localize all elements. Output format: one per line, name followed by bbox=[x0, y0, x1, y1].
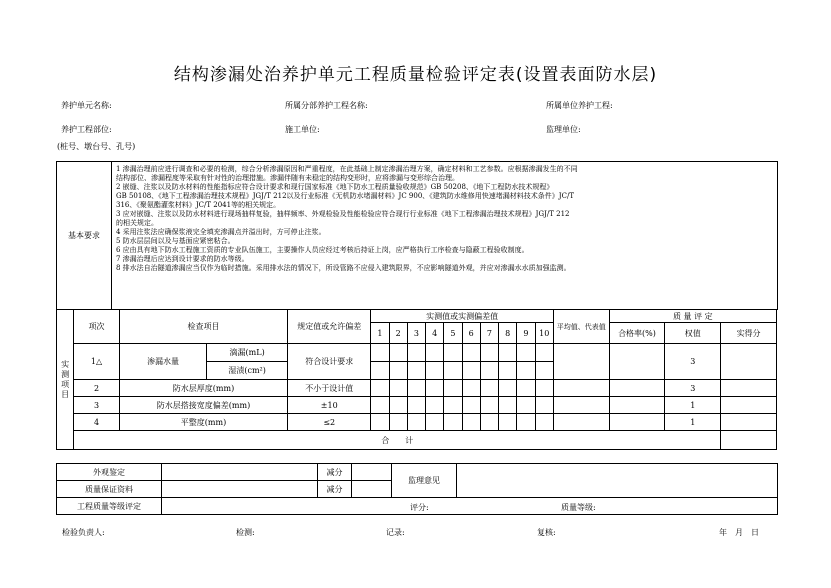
inspector-label: 检验负责人: bbox=[62, 528, 105, 537]
location-label: 养护工程部位: bbox=[61, 125, 112, 134]
cell[interactable] bbox=[407, 380, 425, 397]
col-item-no: 项次 bbox=[74, 310, 120, 344]
cell[interactable] bbox=[426, 414, 444, 431]
builder-label: 施工单位: bbox=[285, 125, 320, 134]
grade-value[interactable] bbox=[162, 498, 778, 515]
cell[interactable] bbox=[721, 431, 777, 450]
col-check-item: 检查项目 bbox=[119, 310, 287, 344]
row1-sub2: 湿渍(cm²) bbox=[207, 362, 288, 380]
col-pass-rate: 合格率(%) bbox=[609, 323, 665, 344]
cell[interactable] bbox=[407, 414, 425, 431]
cell[interactable] bbox=[407, 362, 425, 380]
total-label: 合 计 bbox=[74, 431, 721, 450]
req-line: 1 渗漏治理前应进行调查和必要的检测，综合分析渗漏原因和严重程度，在此基础上制定渗漏治理方案，确定材料和工艺参数。应根据渗漏发生的不同 bbox=[116, 165, 578, 173]
supervisor-opinion-value[interactable] bbox=[457, 464, 778, 498]
cell[interactable] bbox=[444, 414, 462, 431]
cell[interactable] bbox=[426, 344, 444, 362]
measure-col-1: 1 bbox=[371, 323, 389, 344]
measure-col-9: 9 bbox=[517, 323, 535, 344]
cell[interactable] bbox=[609, 344, 665, 380]
cell[interactable] bbox=[535, 362, 553, 380]
measure-table bbox=[56, 309, 777, 450]
cell[interactable] bbox=[517, 414, 535, 431]
score-label: 评分: bbox=[410, 503, 429, 512]
cell[interactable] bbox=[426, 380, 444, 397]
cell[interactable] bbox=[721, 414, 777, 431]
req-line: 3 应对嵌缝、注浆以及防水材料进行现场抽样复验，抽样频率、外观检验及性能检验应符合现行行业标准《地下工程渗漏治理技术规程》JGJ/T 212 bbox=[116, 210, 570, 218]
row4-weight: 1 bbox=[665, 414, 721, 431]
cell[interactable] bbox=[499, 362, 517, 380]
cell[interactable] bbox=[407, 344, 425, 362]
cell[interactable] bbox=[444, 362, 462, 380]
cell[interactable] bbox=[371, 397, 389, 414]
row4-spec: ≤2 bbox=[288, 414, 371, 431]
tester-label: 检测: bbox=[236, 528, 255, 537]
requirements-table bbox=[56, 161, 778, 310]
cell[interactable] bbox=[462, 414, 480, 431]
cell[interactable] bbox=[517, 397, 535, 414]
measure-col-10: 10 bbox=[535, 323, 553, 344]
cell[interactable] bbox=[389, 362, 407, 380]
measure-col-6: 6 bbox=[462, 323, 480, 344]
reviewer-label: 复核: bbox=[537, 528, 556, 537]
req-line: GB 50108、《地下工程渗漏治理技术规程》JGJ/T 212以及行业标准《无机防水堵漏材料》JC 900、《建筑防水维修用快速堵漏材料技术条件》JC/T bbox=[116, 192, 574, 200]
quality-docs-deduct-value[interactable] bbox=[352, 481, 392, 498]
cell[interactable] bbox=[480, 362, 498, 380]
appearance-label: 外观鉴定 bbox=[57, 464, 162, 481]
row1-spec: 符合设计要求 bbox=[288, 344, 371, 380]
quality-grade-label: 质量等级: bbox=[561, 503, 596, 512]
requirements-label: 基本要求 bbox=[57, 162, 112, 310]
cell[interactable] bbox=[517, 344, 535, 362]
cell[interactable] bbox=[462, 380, 480, 397]
cell[interactable] bbox=[609, 397, 665, 414]
cell[interactable] bbox=[462, 362, 480, 380]
supervisor-label: 监理单位: bbox=[546, 125, 581, 134]
cell[interactable] bbox=[480, 380, 498, 397]
cell[interactable] bbox=[553, 397, 609, 414]
cell[interactable] bbox=[462, 344, 480, 362]
cell[interactable] bbox=[389, 397, 407, 414]
cell[interactable] bbox=[721, 380, 777, 397]
cell[interactable] bbox=[371, 414, 389, 431]
col-score: 实得分 bbox=[721, 323, 777, 344]
req-line: 4 采用注浆法应确保浆液完全填充渗漏点并溢出时，方可停止注浆。 bbox=[116, 228, 326, 236]
cell[interactable] bbox=[480, 397, 498, 414]
cell[interactable] bbox=[480, 344, 498, 362]
cell[interactable] bbox=[444, 380, 462, 397]
measure-col-8: 8 bbox=[499, 323, 517, 344]
req-line: 7 渗漏治理后应达到设计要求的防水等级。 bbox=[116, 255, 249, 263]
cell[interactable] bbox=[499, 414, 517, 431]
row4-no: 4 bbox=[74, 414, 120, 431]
cell[interactable] bbox=[609, 414, 665, 431]
cell[interactable] bbox=[517, 380, 535, 397]
measure-col-5: 5 bbox=[444, 323, 462, 344]
cell[interactable] bbox=[371, 344, 389, 362]
requirements-text bbox=[112, 162, 778, 310]
measure-col-3: 3 bbox=[407, 323, 425, 344]
cell[interactable] bbox=[535, 380, 553, 397]
cell[interactable] bbox=[609, 380, 665, 397]
cell[interactable] bbox=[426, 362, 444, 380]
deduct-label-2: 减分 bbox=[318, 481, 352, 498]
row1-weight: 3 bbox=[665, 344, 721, 380]
appearance-deduct-value[interactable] bbox=[352, 464, 392, 481]
quality-docs-value[interactable] bbox=[162, 481, 318, 498]
unit-name-label: 养护单元名称: bbox=[61, 101, 112, 110]
cell[interactable] bbox=[499, 380, 517, 397]
cell[interactable] bbox=[389, 414, 407, 431]
req-line: 5 防水层层间以及与基面应紧密粘合。 bbox=[116, 237, 235, 245]
col-eval: 质 量 评 定 bbox=[609, 310, 776, 323]
cell[interactable] bbox=[553, 380, 609, 397]
row3-spec: ±10 bbox=[288, 397, 371, 414]
col-spec: 规定值或允许偏差 bbox=[288, 310, 371, 344]
measure-col-7: 7 bbox=[480, 323, 498, 344]
page-title: 结构渗漏处治养护单元工程质量检验评定表(设置表面防水层) bbox=[173, 65, 658, 85]
cell[interactable] bbox=[371, 362, 389, 380]
row2-spec: 不小于设计值 bbox=[288, 380, 371, 397]
col-measured: 实测值或实测偏差值 bbox=[371, 310, 554, 323]
pile-note: (桩号、墩台号、孔号) bbox=[57, 142, 136, 151]
cell[interactable] bbox=[553, 344, 609, 380]
col-weight: 权值 bbox=[665, 323, 721, 344]
quality-docs-label: 质量保证资料 bbox=[57, 481, 162, 498]
grade-label: 工程质量等级评定 bbox=[57, 498, 162, 515]
req-line: 8 排水法自治隧道渗漏应当仅作为临时措施。采用排水法的情况下，所设管路不应侵入建筑限界，不应影响隧道外观，并应对渗漏水水质加强监测。 bbox=[116, 264, 571, 272]
side-label: 实测项目 bbox=[57, 310, 74, 450]
cell[interactable] bbox=[535, 414, 553, 431]
recorder-label: 记录: bbox=[386, 528, 405, 537]
date-label: 年 月 日 bbox=[719, 528, 759, 537]
cell[interactable] bbox=[499, 397, 517, 414]
cell[interactable] bbox=[389, 380, 407, 397]
cell[interactable] bbox=[517, 362, 535, 380]
cell[interactable] bbox=[535, 344, 553, 362]
req-line: 6 应由具有地下防水工程施工资质的专业队伍施工，主要操作人员应经过考核后持证上岗，应严格执行工序检查与隐蔽工程验收制度。 bbox=[116, 246, 529, 254]
measure-col-2: 2 bbox=[389, 323, 407, 344]
cell[interactable] bbox=[371, 380, 389, 397]
cell[interactable] bbox=[480, 414, 498, 431]
cell[interactable] bbox=[444, 397, 462, 414]
deduct-label: 减分 bbox=[318, 464, 352, 481]
req-line: 结构部位、渗漏程度等采取有针对性的治理措施。渗漏伴随有未稳定的结构变形时，应将渗漏与变形综合治理。 bbox=[116, 174, 459, 182]
sub-project-label: 所属分部养护工程名称: bbox=[285, 101, 368, 110]
row3-no: 3 bbox=[74, 397, 120, 414]
cell[interactable] bbox=[499, 344, 517, 362]
req-line: 2 嵌缝、注浆以及防水材料的性能指标应符合设计要求和现行国家标准《地下防水工程质量验收规范》GB 50208、《地下工程防水技术规程》 bbox=[116, 183, 554, 191]
col-avg: 平均值、代表值 bbox=[553, 310, 609, 344]
row2-name: 防水层厚度(mm) bbox=[119, 380, 287, 397]
row2-weight: 3 bbox=[665, 380, 721, 397]
cell[interactable] bbox=[535, 397, 553, 414]
row4-name: 平整度(mm) bbox=[119, 414, 287, 431]
cell[interactable] bbox=[407, 397, 425, 414]
cell[interactable] bbox=[444, 344, 462, 362]
row1-no: 1△ bbox=[74, 344, 120, 380]
row1-sub1: 滴漏(mL) bbox=[207, 344, 288, 362]
cell[interactable] bbox=[721, 344, 777, 380]
req-line: 的相关规定。 bbox=[116, 219, 158, 227]
cell[interactable] bbox=[553, 414, 609, 431]
cell[interactable] bbox=[389, 344, 407, 362]
cell[interactable] bbox=[426, 397, 444, 414]
req-line: 316、《聚氨酯灌浆材料》JC/T 2041等的相关规定。 bbox=[116, 201, 281, 209]
cell[interactable] bbox=[462, 397, 480, 414]
cell[interactable] bbox=[721, 397, 777, 414]
supervisor-opinion-label: 监理意见 bbox=[392, 464, 457, 498]
row3-name: 防水层搭接宽度偏差(mm) bbox=[119, 397, 287, 414]
row1-name: 渗漏水量 bbox=[119, 344, 206, 380]
row2-no: 2 bbox=[74, 380, 120, 397]
measure-col-4: 4 bbox=[426, 323, 444, 344]
evaluation-table bbox=[56, 463, 778, 515]
appearance-value[interactable] bbox=[162, 464, 318, 481]
row3-weight: 1 bbox=[665, 397, 721, 414]
dept-label: 所属单位养护工程: bbox=[546, 101, 613, 110]
